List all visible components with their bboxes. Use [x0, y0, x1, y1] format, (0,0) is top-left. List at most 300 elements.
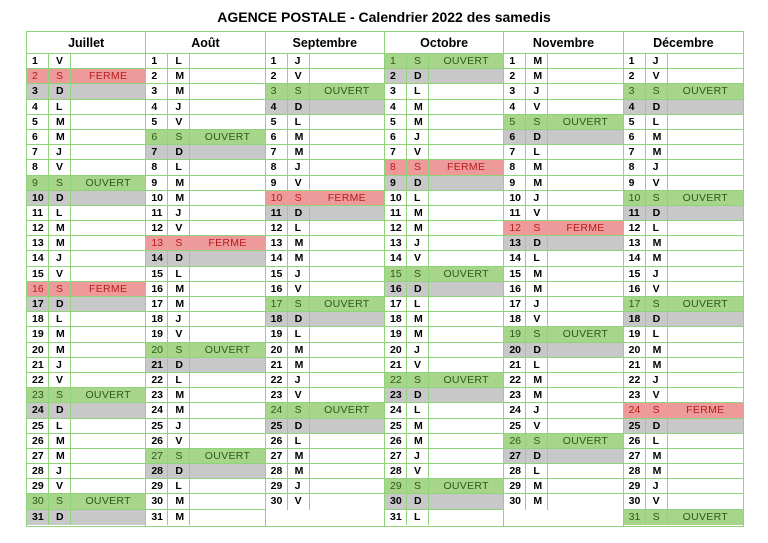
status-cell [190, 464, 264, 478]
day-row [624, 464, 743, 479]
day-row [624, 343, 743, 358]
status-cell [310, 419, 384, 433]
day-row [385, 494, 503, 509]
day-row [624, 327, 743, 342]
day-row [504, 358, 622, 373]
day-row [624, 267, 743, 282]
status-cell [668, 419, 743, 433]
saturday-status: FERME [89, 70, 128, 83]
day-row [624, 69, 743, 84]
day-row [146, 130, 264, 145]
day-number: 14 [266, 251, 288, 265]
day-row [266, 100, 384, 115]
saturday-status: OUVERT [682, 85, 728, 98]
status-cell [429, 84, 503, 98]
day-row [385, 282, 503, 297]
day-row [385, 160, 503, 175]
status-cell [668, 54, 743, 68]
day-row [266, 464, 384, 479]
day-row [27, 267, 145, 282]
day-number: 9 [624, 176, 646, 190]
weekday-letter: J [407, 130, 429, 144]
day-row [385, 449, 503, 464]
day-number: 13 [146, 236, 168, 250]
status-cell [429, 297, 503, 311]
day-number: 4 [266, 100, 288, 114]
day-row [146, 236, 264, 251]
day-number: 12 [266, 221, 288, 235]
day-number: 22 [146, 373, 168, 387]
day-number: 27 [146, 449, 168, 463]
status-cell [71, 145, 145, 159]
day-number: 17 [624, 297, 646, 311]
month-column [624, 32, 743, 526]
day-row [385, 510, 503, 525]
day-number: 10 [624, 191, 646, 205]
weekday-letter: M [168, 297, 190, 311]
day-number: 16 [624, 282, 646, 296]
day-row [504, 373, 622, 388]
weekday-letter: M [168, 191, 190, 205]
status-cell [190, 267, 264, 281]
weekday-letter: M [526, 373, 548, 387]
page-title: AGENCE POSTALE - Calendrier 2022 des samedis [217, 9, 551, 25]
day-number: 25 [27, 419, 49, 433]
day-row [624, 510, 743, 525]
status-cell [71, 130, 145, 144]
day-row [624, 84, 743, 99]
day-number: 22 [624, 373, 646, 387]
weekday-letter: M [526, 176, 548, 190]
weekday-letter: M [646, 449, 668, 463]
status-cell [548, 54, 622, 68]
status-cell [71, 312, 145, 326]
day-number: 13 [266, 236, 288, 250]
weekday-letter: M [407, 327, 429, 341]
status-cell [310, 176, 384, 190]
day-number: 13 [504, 236, 526, 250]
status-cell [548, 84, 622, 98]
weekday-letter: V [526, 419, 548, 433]
day-number: 11 [27, 206, 49, 220]
day-number: 29 [27, 479, 49, 493]
day-number: 20 [146, 343, 168, 357]
day-number: 26 [27, 434, 49, 448]
day-number: 13 [624, 236, 646, 250]
weekday-letter: J [49, 251, 71, 265]
day-number: 6 [504, 130, 526, 144]
day-number: 4 [146, 100, 168, 114]
calendar-grid [26, 31, 744, 527]
saturday-status: OUVERT [443, 267, 489, 280]
day-number: 23 [27, 388, 49, 402]
day-number: 17 [146, 297, 168, 311]
saturday-status: OUVERT [204, 130, 251, 143]
day-row [504, 130, 622, 145]
day-number: 31 [146, 510, 168, 525]
weekday-letter: S [49, 494, 71, 508]
day-row [624, 358, 743, 373]
day-row [146, 434, 264, 449]
status-cell [310, 449, 384, 463]
day-number: 25 [504, 419, 526, 433]
day-number: 13 [385, 236, 407, 250]
day-number: 2 [266, 69, 288, 83]
day-number: 4 [27, 100, 49, 114]
weekday-letter: M [288, 343, 310, 357]
day-number: 8 [266, 160, 288, 174]
day-number: 15 [266, 267, 288, 281]
day-row [146, 191, 264, 206]
weekday-letter: S [49, 176, 71, 190]
weekday-letter: M [288, 145, 310, 159]
day-row [624, 251, 743, 266]
status-cell [429, 494, 503, 508]
day-number: 27 [624, 449, 646, 463]
day-number: 4 [624, 100, 646, 114]
status-cell [668, 115, 743, 129]
day-row [624, 312, 743, 327]
saturday-status: OUVERT [204, 343, 251, 356]
weekday-letter: S [49, 69, 71, 83]
day-number: 10 [266, 191, 288, 205]
weekday-letter: J [168, 100, 190, 114]
day-number: 2 [385, 69, 407, 83]
weekday-letter: L [646, 115, 668, 129]
day-number: 11 [624, 206, 646, 220]
status-cell [668, 282, 743, 296]
weekday-letter: D [49, 403, 71, 417]
day-row [27, 373, 145, 388]
weekday-letter: L [407, 510, 429, 525]
status-cell [429, 312, 503, 326]
weekday-letter: S [526, 221, 548, 235]
weekday-letter: M [288, 464, 310, 478]
day-row [385, 403, 503, 418]
saturday-status: OUVERT [85, 176, 131, 189]
weekday-letter: S [646, 297, 668, 311]
status-cell [668, 479, 743, 493]
status-cell [668, 267, 743, 281]
day-row [624, 206, 743, 221]
weekday-letter: V [407, 358, 429, 372]
weekday-letter: M [526, 388, 548, 402]
day-number: 3 [266, 84, 288, 98]
day-number: 18 [624, 312, 646, 326]
day-row [624, 221, 743, 236]
saturday-status: OUVERT [443, 373, 489, 386]
day-number: 26 [504, 434, 526, 448]
weekday-letter: D [646, 100, 668, 114]
status-cell [190, 282, 264, 296]
weekday-letter: J [646, 54, 668, 68]
day-row [266, 115, 384, 130]
day-row [385, 176, 503, 191]
weekday-letter: J [49, 464, 71, 478]
day-row [504, 54, 622, 69]
weekday-letter: J [168, 312, 190, 326]
weekday-letter: V [646, 69, 668, 83]
day-row [385, 84, 503, 99]
day-number: 4 [385, 100, 407, 114]
status-cell [548, 282, 622, 296]
day-number: 19 [146, 327, 168, 341]
day-row [504, 494, 622, 509]
day-number: 6 [385, 130, 407, 144]
status-cell [71, 327, 145, 341]
weekday-letter: D [168, 358, 190, 372]
day-number: 15 [146, 267, 168, 281]
weekday-letter: D [646, 312, 668, 326]
weekday-letter: L [646, 434, 668, 448]
day-number: 29 [624, 479, 646, 493]
day-number: 28 [504, 464, 526, 478]
day-number: 23 [266, 388, 288, 402]
weekday-letter: D [407, 388, 429, 402]
day-number: 26 [146, 434, 168, 448]
status-cell [190, 494, 264, 508]
day-number: 26 [385, 434, 407, 448]
day-row [385, 206, 503, 221]
day-row [266, 388, 384, 403]
day-number: 24 [504, 403, 526, 417]
status-cell [190, 312, 264, 326]
day-row [266, 221, 384, 236]
day-row [385, 419, 503, 434]
day-row [146, 282, 264, 297]
weekday-letter: V [526, 100, 548, 114]
weekday-letter: D [407, 494, 429, 508]
day-row [27, 479, 145, 494]
status-cell [668, 236, 743, 250]
day-row [504, 343, 622, 358]
day-number: 24 [146, 403, 168, 417]
weekday-letter: M [526, 69, 548, 83]
weekday-letter: M [407, 221, 429, 235]
day-number: 22 [385, 373, 407, 387]
day-row [266, 145, 384, 160]
day-number: 9 [385, 176, 407, 190]
day-number: 1 [385, 54, 407, 68]
day-row [146, 54, 264, 69]
status-cell [668, 434, 743, 448]
status-cell [71, 464, 145, 478]
status-cell [310, 221, 384, 235]
weekday-letter: S [526, 115, 548, 129]
status-cell [548, 449, 622, 463]
day-number: 4 [504, 100, 526, 114]
day-number: 19 [504, 327, 526, 341]
day-row [624, 115, 743, 130]
day-number: 30 [146, 494, 168, 508]
day-number: 21 [146, 358, 168, 372]
weekday-letter: M [168, 388, 190, 402]
status-cell [548, 267, 622, 281]
day-number: 6 [27, 130, 49, 144]
day-row [504, 388, 622, 403]
day-number: 26 [624, 434, 646, 448]
weekday-letter: J [49, 145, 71, 159]
status-cell [71, 510, 145, 525]
day-row [624, 373, 743, 388]
saturday-status: OUVERT [324, 85, 370, 98]
day-number: 21 [385, 358, 407, 372]
weekday-letter: M [526, 282, 548, 296]
saturday-status: OUVERT [682, 191, 728, 204]
day-number: 2 [504, 69, 526, 83]
day-row [27, 464, 145, 479]
weekday-letter: V [49, 54, 71, 68]
day-row [624, 100, 743, 115]
day-number: 8 [385, 160, 407, 174]
day-row [146, 145, 264, 160]
day-row [27, 388, 145, 403]
day-number: 11 [504, 206, 526, 220]
weekday-letter: S [407, 479, 429, 493]
day-row [266, 176, 384, 191]
weekday-letter: J [526, 297, 548, 311]
day-number: 10 [385, 191, 407, 205]
day-row [504, 160, 622, 175]
status-cell [71, 403, 145, 417]
day-row [27, 206, 145, 221]
day-row [266, 479, 384, 494]
day-number: 10 [504, 191, 526, 205]
weekday-letter: J [288, 267, 310, 281]
status-cell [190, 251, 264, 265]
day-row [385, 479, 503, 494]
day-number: 7 [385, 145, 407, 159]
month-column [385, 32, 504, 526]
status-cell [429, 69, 503, 83]
day-row [385, 236, 503, 251]
status-cell [71, 267, 145, 281]
day-number: 29 [146, 479, 168, 493]
day-row [504, 434, 622, 449]
day-row [504, 145, 622, 160]
status-cell [668, 100, 743, 114]
status-cell [190, 145, 264, 159]
day-row [624, 54, 743, 69]
status-cell [190, 327, 264, 341]
day-row [266, 449, 384, 464]
saturday-status: OUVERT [562, 115, 609, 128]
saturday-status: FERME [327, 191, 366, 204]
weekday-letter: M [288, 449, 310, 463]
weekday-letter: V [288, 388, 310, 402]
day-row [146, 358, 264, 373]
day-row [624, 160, 743, 175]
status-cell [668, 221, 743, 235]
weekday-letter: M [288, 236, 310, 250]
status-cell [190, 403, 264, 417]
status-cell [548, 358, 622, 372]
month-column [146, 32, 265, 526]
month-column [27, 32, 146, 526]
weekday-letter: V [288, 494, 310, 509]
day-row [146, 510, 264, 525]
day-number: 17 [385, 297, 407, 311]
day-number: 6 [266, 130, 288, 144]
status-cell [429, 327, 503, 341]
day-row [624, 403, 743, 418]
day-number: 16 [266, 282, 288, 296]
weekday-letter: J [168, 206, 190, 220]
status-cell [429, 403, 503, 417]
day-number: 27 [27, 449, 49, 463]
day-number: 18 [266, 312, 288, 326]
weekday-letter: M [646, 145, 668, 159]
day-number: 30 [624, 494, 646, 508]
status-cell [190, 479, 264, 493]
weekday-letter: V [646, 494, 668, 508]
day-row [27, 419, 145, 434]
status-cell [668, 312, 743, 326]
day-number: 8 [27, 160, 49, 174]
status-cell [190, 388, 264, 402]
day-number: 18 [27, 312, 49, 326]
status-cell [429, 388, 503, 402]
day-row [146, 464, 264, 479]
day-row [266, 206, 384, 221]
weekday-letter: J [407, 236, 429, 250]
day-row [624, 494, 743, 509]
status-cell [429, 419, 503, 433]
status-cell [190, 191, 264, 205]
weekday-letter: J [288, 479, 310, 493]
day-number: 15 [624, 267, 646, 281]
day-row [504, 100, 622, 115]
weekday-letter: L [168, 160, 190, 174]
day-row [266, 267, 384, 282]
day-row [146, 251, 264, 266]
day-number: 31 [27, 510, 49, 525]
day-number: 5 [146, 115, 168, 129]
status-cell [310, 434, 384, 448]
month-header: Octobre [385, 32, 503, 54]
month-header: Décembre [624, 32, 743, 54]
day-row [266, 84, 384, 99]
day-number: 19 [385, 327, 407, 341]
weekday-letter: M [288, 130, 310, 144]
day-number: 2 [146, 69, 168, 83]
weekday-letter: M [168, 69, 190, 83]
weekday-letter: J [646, 479, 668, 493]
day-number: 7 [504, 145, 526, 159]
weekday-letter: J [526, 403, 548, 417]
status-cell [429, 449, 503, 463]
weekday-letter: V [49, 267, 71, 281]
day-number: 3 [146, 84, 168, 98]
day-number: 3 [624, 84, 646, 98]
day-row [27, 115, 145, 130]
day-number: 5 [27, 115, 49, 129]
day-row [385, 327, 503, 342]
day-row [146, 373, 264, 388]
weekday-letter: V [526, 312, 548, 326]
weekday-letter: M [526, 54, 548, 68]
saturday-status: OUVERT [324, 298, 370, 310]
day-number: 2 [624, 69, 646, 83]
day-row [385, 54, 503, 69]
weekday-letter: L [49, 100, 71, 114]
day-row [146, 297, 264, 312]
day-row [385, 69, 503, 84]
weekday-letter: V [168, 434, 190, 448]
weekday-letter: M [49, 221, 71, 235]
day-number: 24 [385, 403, 407, 417]
weekday-letter: L [526, 464, 548, 478]
